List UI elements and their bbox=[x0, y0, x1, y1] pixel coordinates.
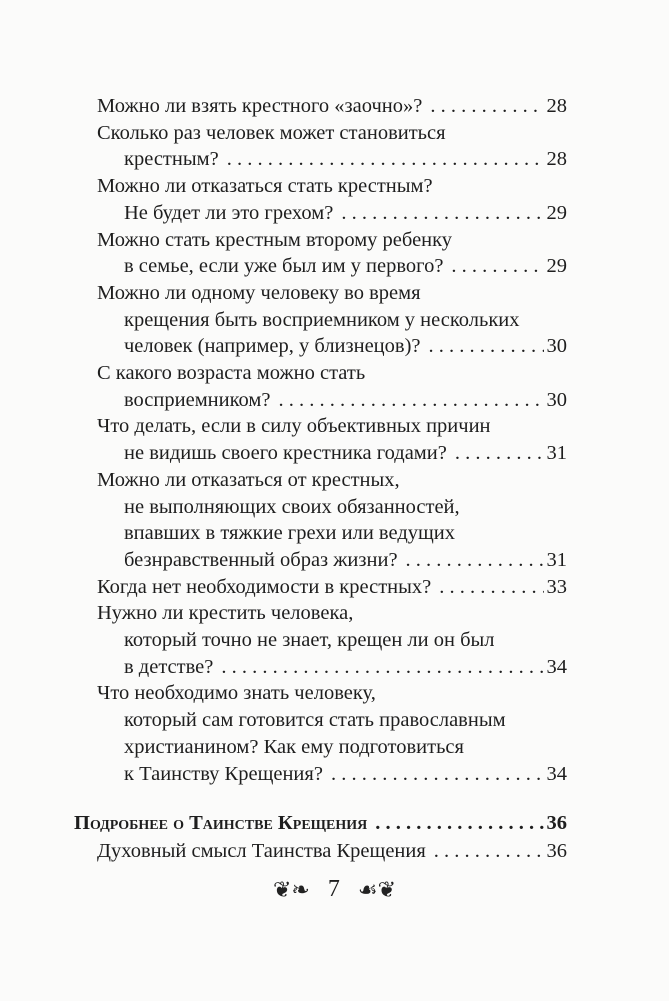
toc-entry bbox=[97, 173, 567, 226]
toc-entry bbox=[97, 413, 567, 466]
dot-leader bbox=[278, 387, 543, 414]
toc-entry-line bbox=[97, 440, 567, 467]
entry-text: в семье, если уже был им у первого? bbox=[124, 255, 444, 278]
dot-leader bbox=[439, 574, 543, 601]
entry-text: в детстве? bbox=[124, 655, 214, 678]
entry-text: крещения быть восприемником у нескольких bbox=[124, 308, 520, 331]
toc-entry-line bbox=[97, 734, 567, 761]
entry-text: безнравственный образ жизни? bbox=[124, 548, 398, 571]
toc-entry-line bbox=[97, 200, 567, 227]
entry-text: к Таинству Крещения? bbox=[124, 762, 323, 785]
toc-entry-line bbox=[97, 761, 567, 788]
toc-entry bbox=[97, 120, 567, 173]
entry-text: Можно ли одному человеку во время bbox=[97, 281, 421, 304]
ornament-left-icon: ❦❧ bbox=[272, 876, 310, 902]
toc-entry-line bbox=[97, 387, 567, 414]
dot-leader bbox=[227, 146, 544, 173]
entry-page: 33 bbox=[546, 575, 567, 598]
ornament-right-icon: ☙❦ bbox=[357, 876, 397, 902]
toc-entry-line bbox=[97, 93, 567, 120]
toc-entry-line bbox=[97, 120, 567, 147]
toc-entry-line bbox=[97, 547, 567, 574]
entry-page: 29 bbox=[546, 255, 567, 278]
entry-text: Когда нет необходимости в крестных? bbox=[97, 575, 432, 598]
entry-text: Сколько раз человек может становиться bbox=[97, 121, 446, 144]
entry-text: христианином? Как ему подготовиться bbox=[124, 735, 464, 758]
toc-entry-line bbox=[97, 413, 567, 440]
entry-text: не выполняющих своих обязанностей, bbox=[124, 495, 460, 518]
toc-entry-line bbox=[97, 494, 567, 521]
entry-text: который сам готовится стать православным bbox=[124, 709, 506, 732]
dot-leader bbox=[221, 654, 543, 681]
entry-text: Не будет ли это грехом? bbox=[124, 201, 334, 224]
toc-entry-line bbox=[97, 227, 567, 254]
entry-text: не видишь своего крестника годами? bbox=[124, 442, 447, 465]
dot-leader bbox=[429, 333, 544, 360]
entry-text: Нужно ли крестить человека, bbox=[97, 602, 354, 625]
entry-text: Можно стать крестным второму ребенку bbox=[97, 228, 453, 251]
entry-text: Можно ли отказаться от крестных, bbox=[97, 468, 400, 491]
dot-leader bbox=[455, 440, 544, 467]
toc-entry-line bbox=[97, 146, 567, 173]
toc-entry bbox=[97, 467, 567, 574]
toc-entry bbox=[97, 93, 567, 120]
entry-page: 30 bbox=[546, 388, 567, 411]
entry-text: крестным? bbox=[124, 148, 219, 171]
dot-leader bbox=[331, 761, 544, 788]
toc-section bbox=[74, 809, 567, 865]
dot-leader bbox=[434, 837, 544, 865]
dot-leader bbox=[341, 200, 543, 227]
dot-leader bbox=[406, 547, 544, 574]
entry-text: С какого возраста можно стать bbox=[97, 362, 366, 385]
toc-entry-line bbox=[97, 333, 567, 360]
toc-entry-line bbox=[97, 707, 567, 734]
toc-entry-line bbox=[97, 360, 567, 387]
section-page: 36 bbox=[546, 812, 567, 834]
entry-text: Можно ли взять крестного «заочно»? bbox=[97, 95, 423, 117]
toc-entry-line bbox=[97, 654, 567, 681]
table-of-contents bbox=[97, 93, 567, 787]
toc-entry-line bbox=[97, 520, 567, 547]
toc-entry bbox=[97, 280, 567, 360]
entry-page: 28 bbox=[546, 95, 567, 117]
toc-entry bbox=[97, 680, 567, 787]
page-number: 7 bbox=[327, 876, 340, 902]
toc-entry-line bbox=[97, 627, 567, 654]
toc-entry-line bbox=[97, 600, 567, 627]
section-heading bbox=[74, 809, 567, 837]
entry-page: 31 bbox=[546, 442, 567, 465]
section-subentry bbox=[74, 837, 567, 865]
entry-text: человек (например, у близнецов)? bbox=[124, 335, 421, 358]
toc-entry bbox=[97, 360, 567, 413]
entry-page: 31 bbox=[546, 548, 567, 571]
entry-page: 34 bbox=[546, 655, 567, 678]
entry-text: который точно не знает, крещен ли он был bbox=[124, 629, 495, 652]
dot-leader bbox=[375, 809, 543, 837]
page-footer bbox=[0, 876, 669, 903]
toc-entry-line bbox=[97, 173, 567, 200]
toc-entry-line bbox=[97, 307, 567, 334]
entry-page: 30 bbox=[546, 335, 567, 358]
entry-page: 29 bbox=[546, 201, 567, 224]
subentry-title: Духовный смысл Таинства Крещения bbox=[97, 840, 426, 862]
toc-entry bbox=[97, 227, 567, 280]
entry-text: Можно ли отказаться стать крестным? bbox=[97, 175, 433, 198]
entry-text: Что необходимо знать человеку, bbox=[97, 682, 376, 705]
toc-entry-line bbox=[97, 467, 567, 494]
entry-text: впавших в тяжкие грехи или ведущих bbox=[124, 522, 456, 545]
entry-text: восприемником? bbox=[124, 388, 271, 411]
section-title: Подробнее о Таинстве Крещения bbox=[74, 812, 368, 834]
toc-entry-line bbox=[97, 280, 567, 307]
entry-page: 28 bbox=[546, 148, 567, 171]
dot-leader bbox=[430, 93, 543, 120]
dot-leader bbox=[451, 253, 543, 280]
toc-entry bbox=[97, 574, 567, 601]
toc-entry-line bbox=[97, 574, 567, 601]
subentry-page: 36 bbox=[546, 840, 567, 862]
entry-page: 34 bbox=[546, 762, 567, 785]
toc-entry bbox=[97, 600, 567, 680]
toc-entry-line bbox=[97, 680, 567, 707]
entry-text: Что делать, если в силу объективных причин bbox=[97, 415, 491, 438]
toc-entry-line bbox=[97, 253, 567, 280]
